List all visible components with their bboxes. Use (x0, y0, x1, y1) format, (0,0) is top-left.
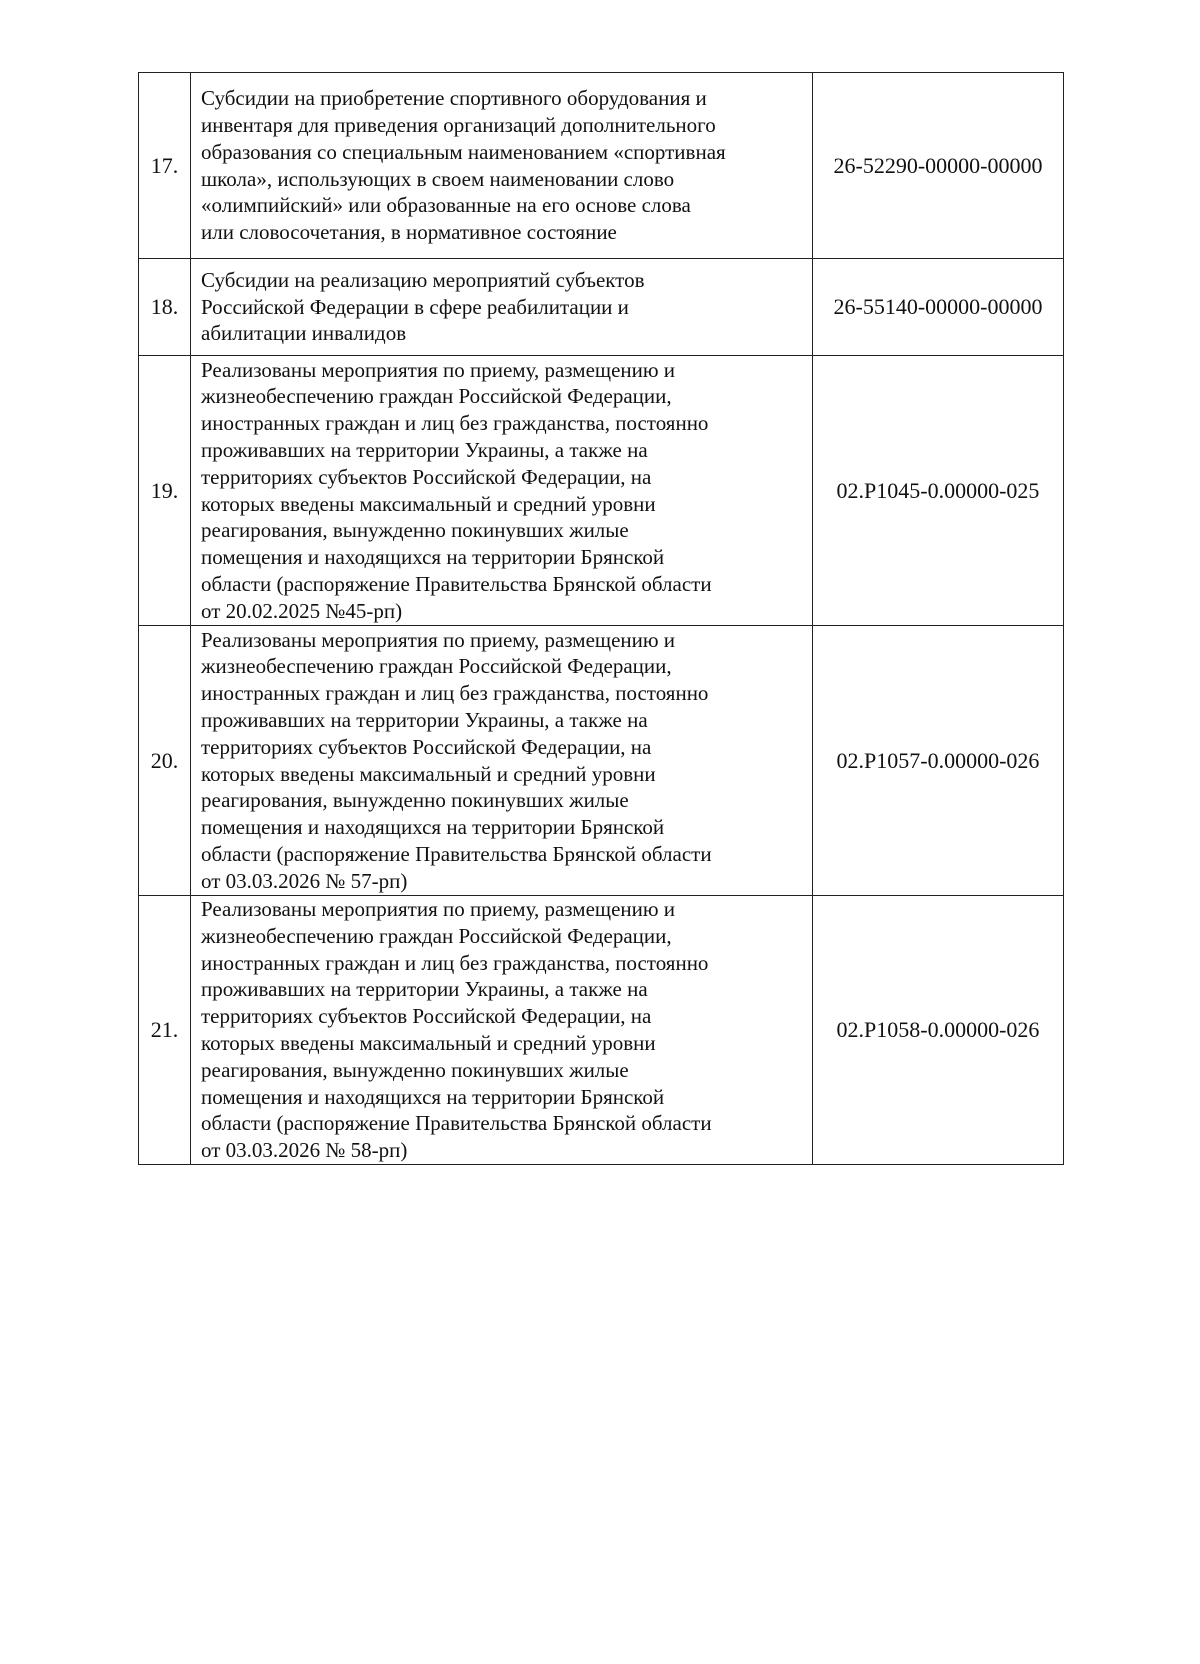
row-description: Реализованы мероприятия по приему, размещению и жизнеобеспечению граждан Российской Федерации, иностранных граждан и лиц без гражданства, постоянно проживавших на территории Украины, а также на территориях субъектов Российской Федерации, на которых введены максимальный и средний уровни реагирования, вынужденно покинувших жилые помещения и находящихся на территории Брянской области (распоряжение Правительства Брянской области от 03.03.2026 № 57-рп) (191, 626, 813, 896)
row-number: 20. (139, 626, 191, 896)
row-description: Субсидии на реализацию мероприятий субъектов Российской Федерации в сфере реабилитации и абилитации инвалидов (191, 259, 813, 356)
row-number: 21. (139, 896, 191, 1165)
subsidy-table (138, 72, 1064, 1165)
table-row (139, 259, 1064, 356)
table-row (139, 896, 1064, 1165)
row-description: Реализованы мероприятия по приему, размещению и жизнеобеспечению граждан Российской Федерации, иностранных граждан и лиц без гражданства, постоянно проживавших на территории Украины, а также на территориях субъектов Российской Федерации, на которых введены максимальный и средний уровни реагирования, вынужденно покинувших жилые помещения и находящихся на территории Брянской области (распоряжение Правительства Брянской области от 03.03.2026 № 58-рп) (191, 896, 813, 1165)
row-description: Реализованы мероприятия по приему, размещению и жизнеобеспечению граждан Российской Федерации, иностранных граждан и лиц без гражданства, постоянно проживавших на территории Украины, а также на территориях субъектов Российской Федерации, на которых введены максимальный и средний уровни реагирования, вынужденно покинувших жилые помещения и находящихся на территории Брянской области (распоряжение Правительства Брянской области от 20.02.2025 №45-рп) (191, 356, 813, 626)
row-code: 02.Р1057-0.00000-026 (813, 626, 1064, 896)
table-row (139, 626, 1064, 896)
row-code: 02.Р1058-0.00000-026 (813, 896, 1064, 1165)
row-number: 19. (139, 356, 191, 626)
row-code: 26-52290-00000-00000 (813, 73, 1064, 259)
row-number: 18. (139, 259, 191, 356)
row-description: Субсидии на приобретение спортивного оборудования и инвентаря для приведения организаций дополнительного образования со специальным наименованием «спортивная школа», использующих в своем наименовании слово «олимпийский» или образованные на его основе слова или словосочетания, в нормативное состояние (191, 73, 813, 259)
row-code: 02.Р1045-0.00000-025 (813, 356, 1064, 626)
table-row (139, 73, 1064, 259)
table-row (139, 356, 1064, 626)
row-code: 26-55140-00000-00000 (813, 259, 1064, 356)
row-number: 17. (139, 73, 191, 259)
